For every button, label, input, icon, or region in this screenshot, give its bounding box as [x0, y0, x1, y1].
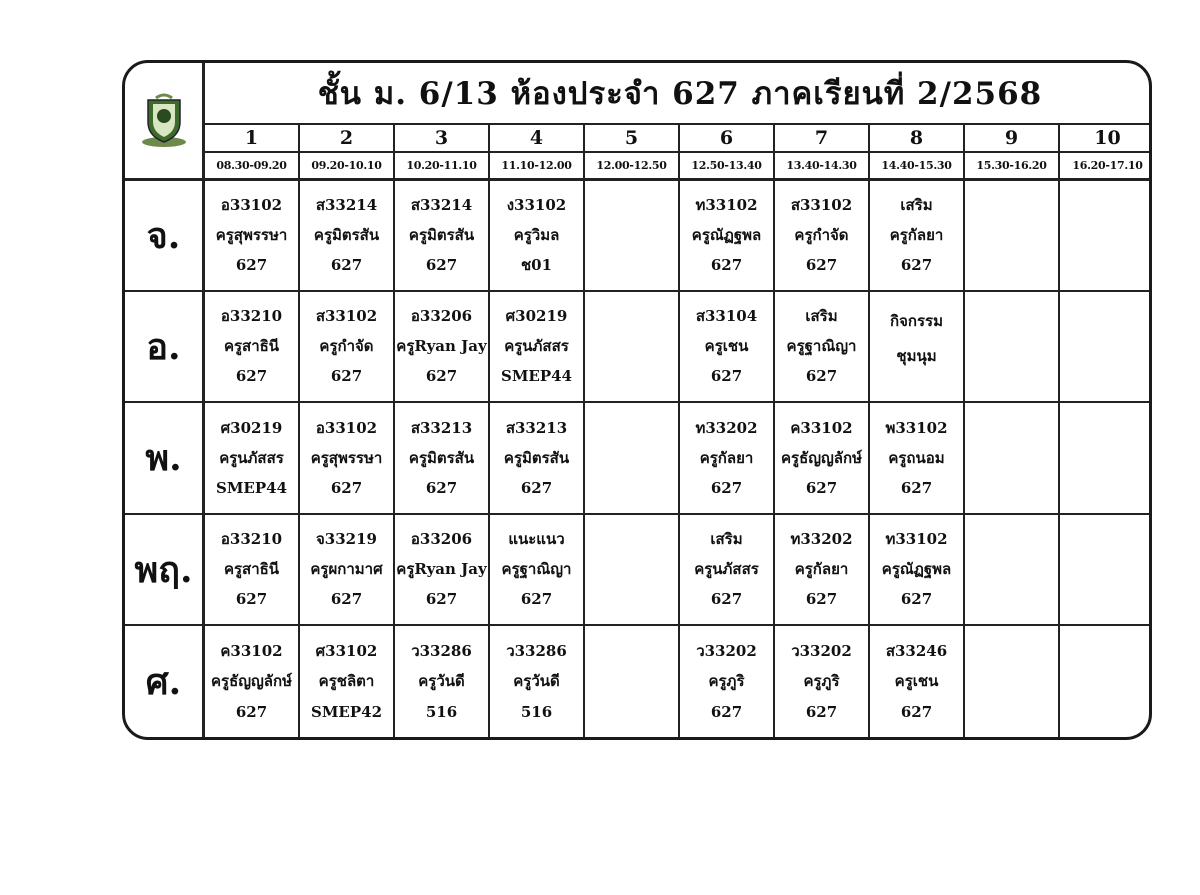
subject-code: ค33102: [790, 418, 853, 437]
school-crest-icon: [125, 63, 205, 181]
schedule-cell: [490, 515, 585, 626]
teacher-name: ครูเชน: [894, 672, 939, 691]
subject-code: เสริม: [710, 529, 743, 548]
schedule-cell: [965, 181, 1060, 292]
subject-code: ส33246: [885, 641, 948, 660]
room-number: 627: [235, 256, 268, 275]
period-time: 11.10-12.00: [490, 153, 585, 181]
period-number: 5: [585, 125, 680, 153]
subject-code: ท33202: [790, 529, 853, 548]
schedule-cell: [1060, 626, 1152, 737]
room-number: 627: [235, 702, 268, 721]
teacher-name: ครูวิมล: [513, 226, 560, 245]
schedule-cell: [965, 515, 1060, 626]
period-time: 12.00-12.50: [585, 153, 680, 181]
period-number: 9: [965, 125, 1060, 153]
period-time: 15.30-16.20: [965, 153, 1060, 181]
teacher-name: ครูกำจัด: [319, 337, 374, 356]
subject-code: ศ33102: [315, 641, 378, 660]
room-number: 627: [710, 367, 743, 386]
teacher-name: ครูRyan Jay: [396, 559, 487, 578]
schedule-cell: [775, 181, 870, 292]
subject-code: ว33202: [791, 641, 852, 660]
schedule-cell: [1060, 403, 1152, 514]
schedule-cell: [775, 403, 870, 514]
timetable-grid: [125, 63, 1149, 737]
teacher-name: ครูกำจัด: [794, 226, 849, 245]
schedule-cell: [205, 515, 300, 626]
subject-code: ค33102: [220, 641, 283, 660]
room-number: 627: [425, 367, 458, 386]
subject-code: อ33210: [220, 529, 283, 548]
room-number: 627: [520, 589, 553, 608]
schedule-cell: [870, 403, 965, 514]
room-number: 627: [805, 589, 838, 608]
room-number: 627: [235, 589, 268, 608]
subject-code: ท33102: [695, 196, 758, 215]
room-number: SMEP42: [310, 702, 383, 721]
subject-code: ท33102: [885, 529, 948, 548]
schedule-cell: [300, 403, 395, 514]
subject-code: ศ30219: [220, 418, 283, 437]
subject-code: ส33214: [315, 196, 378, 215]
room-number: 627: [900, 478, 933, 497]
schedule-cell: [395, 181, 490, 292]
room-number: 627: [805, 256, 838, 275]
teacher-name: ชุมนุม: [896, 346, 937, 365]
schedule-cell: [395, 515, 490, 626]
period-time: 13.40-14.30: [775, 153, 870, 181]
teacher-name: ครูกัลยา: [889, 226, 944, 245]
schedule-cell: [490, 292, 585, 403]
schedule-cell: [300, 181, 395, 292]
room-number: 627: [425, 589, 458, 608]
teacher-name: ครูเชน: [704, 337, 749, 356]
teacher-name: ครูRyan Jay: [396, 337, 487, 356]
subject-code: ว33286: [411, 641, 472, 660]
schedule-cell: [680, 181, 775, 292]
subject-code: อ33206: [410, 307, 473, 326]
subject-code: อ33210: [220, 307, 283, 326]
room-number: SMEP44: [500, 367, 573, 386]
subject-code: ส33102: [790, 196, 853, 215]
teacher-name: ครูสุพรรษา: [310, 448, 383, 467]
schedule-cell: [300, 626, 395, 737]
schedule-cell: [300, 515, 395, 626]
room-number: 627: [900, 702, 933, 721]
subject-code: อ33102: [220, 196, 283, 215]
schedule-cell: [205, 626, 300, 737]
day-label: พ.: [125, 403, 205, 514]
day-label: จ.: [125, 181, 205, 292]
schedule-cell: [205, 292, 300, 403]
teacher-name: ครูวันดี: [513, 672, 560, 691]
subject-code: อ33102: [315, 418, 378, 437]
teacher-name: ครูมิตรสัน: [313, 226, 380, 245]
subject-code: กิจกรรม: [890, 312, 943, 331]
schedule-cell: [300, 292, 395, 403]
room-number: 627: [520, 478, 553, 497]
schedule-cell: [965, 626, 1060, 737]
schedule-cell: [870, 626, 965, 737]
room-number: 516: [520, 702, 553, 721]
schedule-cell: [1060, 292, 1152, 403]
subject-code: ว33202: [696, 641, 757, 660]
subject-code: ส33214: [410, 196, 473, 215]
room-number: SMEP44: [215, 478, 288, 497]
room-number: 627: [710, 702, 743, 721]
teacher-name: ครูนภัสสร: [504, 337, 569, 356]
teacher-name: ครูณัฏฐพล: [881, 559, 952, 578]
period-time: 10.20-11.10: [395, 153, 490, 181]
period-time: 14.40-15.30: [870, 153, 965, 181]
period-number: 4: [490, 125, 585, 153]
teacher-name: ครูมิตรสัน: [503, 448, 570, 467]
room-number: 627: [805, 478, 838, 497]
period-number: 7: [775, 125, 870, 153]
period-time: 09.20-10.10: [300, 153, 395, 181]
schedule-cell: [870, 515, 965, 626]
page-title: ชั้น ม. 6/13 ห้องประจำ 627 ภาคเรียนที่ 2/2568: [205, 63, 1152, 125]
teacher-name: ครูกัลยา: [794, 559, 849, 578]
schedule-cell: [585, 626, 680, 737]
schedule-cell: [490, 181, 585, 292]
schedule-cell: [965, 292, 1060, 403]
subject-code: พ33102: [885, 418, 948, 437]
schedule-cell: [775, 626, 870, 737]
schedule-cell: [490, 403, 585, 514]
schedule-cell: [680, 626, 775, 737]
schedule-cell: [585, 515, 680, 626]
teacher-name: ครูฐาณิญา: [501, 559, 572, 578]
teacher-name: ครูณัฏฐพล: [691, 226, 762, 245]
subject-code: อ33206: [410, 529, 473, 548]
period-number: 3: [395, 125, 490, 153]
schedule-cell: [965, 403, 1060, 514]
timetable-frame: [122, 60, 1152, 740]
schedule-cell: [870, 181, 965, 292]
teacher-name: ครูชลิตา: [318, 672, 375, 691]
room-number: ช01: [520, 256, 553, 275]
room-number: 627: [330, 256, 363, 275]
schedule-cell: [680, 403, 775, 514]
subject-code: ส33213: [505, 418, 568, 437]
room-number: 627: [330, 478, 363, 497]
day-label: อ.: [125, 292, 205, 403]
schedule-cell: [775, 515, 870, 626]
room-number: 627: [710, 478, 743, 497]
teacher-name: ครูนภัสสร: [219, 448, 284, 467]
subject-code: จ33219: [316, 529, 377, 548]
period-time: 16.20-17.10: [1060, 153, 1152, 181]
teacher-name: ครูถนอม: [888, 448, 945, 467]
schedule-cell: [585, 181, 680, 292]
subject-code: เสริม: [805, 307, 838, 326]
room-number: 627: [900, 589, 933, 608]
subject-code: ศ30219: [505, 307, 568, 326]
period-number: 2: [300, 125, 395, 153]
teacher-name: ครูสาธินี: [223, 337, 280, 356]
schedule-cell: [1060, 181, 1152, 292]
room-number: 627: [425, 256, 458, 275]
subject-code: เสริม: [900, 196, 933, 215]
day-label: ศ.: [125, 626, 205, 737]
room-number: 627: [330, 589, 363, 608]
teacher-name: ครูสุพรรษา: [215, 226, 288, 245]
schedule-cell: [680, 292, 775, 403]
subject-code: ง33102: [506, 196, 567, 215]
room-number: 627: [805, 702, 838, 721]
schedule-cell: [205, 181, 300, 292]
subject-code: ส33102: [315, 307, 378, 326]
teacher-name: ครูภูริ: [708, 672, 745, 691]
schedule-cell: [205, 403, 300, 514]
subject-code: แนะแนว: [508, 529, 565, 548]
schedule-cell: [680, 515, 775, 626]
period-number: 6: [680, 125, 775, 153]
room-number: 627: [710, 589, 743, 608]
schedule-cell: [1060, 515, 1152, 626]
day-label: พฤ.: [125, 515, 205, 626]
teacher-name: ครูผกามาศ: [310, 559, 383, 578]
period-number: 1: [205, 125, 300, 153]
subject-code: ส33213: [410, 418, 473, 437]
period-time: 12.50-13.40: [680, 153, 775, 181]
teacher-name: ครูมิตรสัน: [408, 226, 475, 245]
schedule-cell: [775, 292, 870, 403]
schedule-cell: [395, 403, 490, 514]
schedule-cell: [585, 403, 680, 514]
room-number: 627: [330, 367, 363, 386]
teacher-name: ครูนภัสสร: [694, 559, 759, 578]
period-time: 08.30-09.20: [205, 153, 300, 181]
period-number: 10: [1060, 125, 1152, 153]
teacher-name: ครูมิตรสัน: [408, 448, 475, 467]
period-number: 8: [870, 125, 965, 153]
teacher-name: ครูสาธินี: [223, 559, 280, 578]
schedule-cell: [490, 626, 585, 737]
teacher-name: ครูธัญญลักษ์: [781, 448, 862, 467]
room-number: 627: [235, 367, 268, 386]
room-number: 516: [425, 702, 458, 721]
room-number: 627: [710, 256, 743, 275]
schedule-cell: [870, 292, 965, 403]
schedule-cell: [395, 292, 490, 403]
subject-code: ว33286: [506, 641, 567, 660]
schedule-cell: [585, 292, 680, 403]
teacher-name: ครูภูริ: [803, 672, 840, 691]
room-number: 627: [425, 478, 458, 497]
subject-code: ท33202: [695, 418, 758, 437]
subject-code: ส33104: [695, 307, 758, 326]
room-number: 627: [805, 367, 838, 386]
teacher-name: ครูวันดี: [418, 672, 465, 691]
room-number: 627: [900, 256, 933, 275]
teacher-name: ครูธัญญลักษ์: [211, 672, 292, 691]
teacher-name: ครูฐาณิญา: [786, 337, 857, 356]
schedule-cell: [395, 626, 490, 737]
teacher-name: ครูกัลยา: [699, 448, 754, 467]
